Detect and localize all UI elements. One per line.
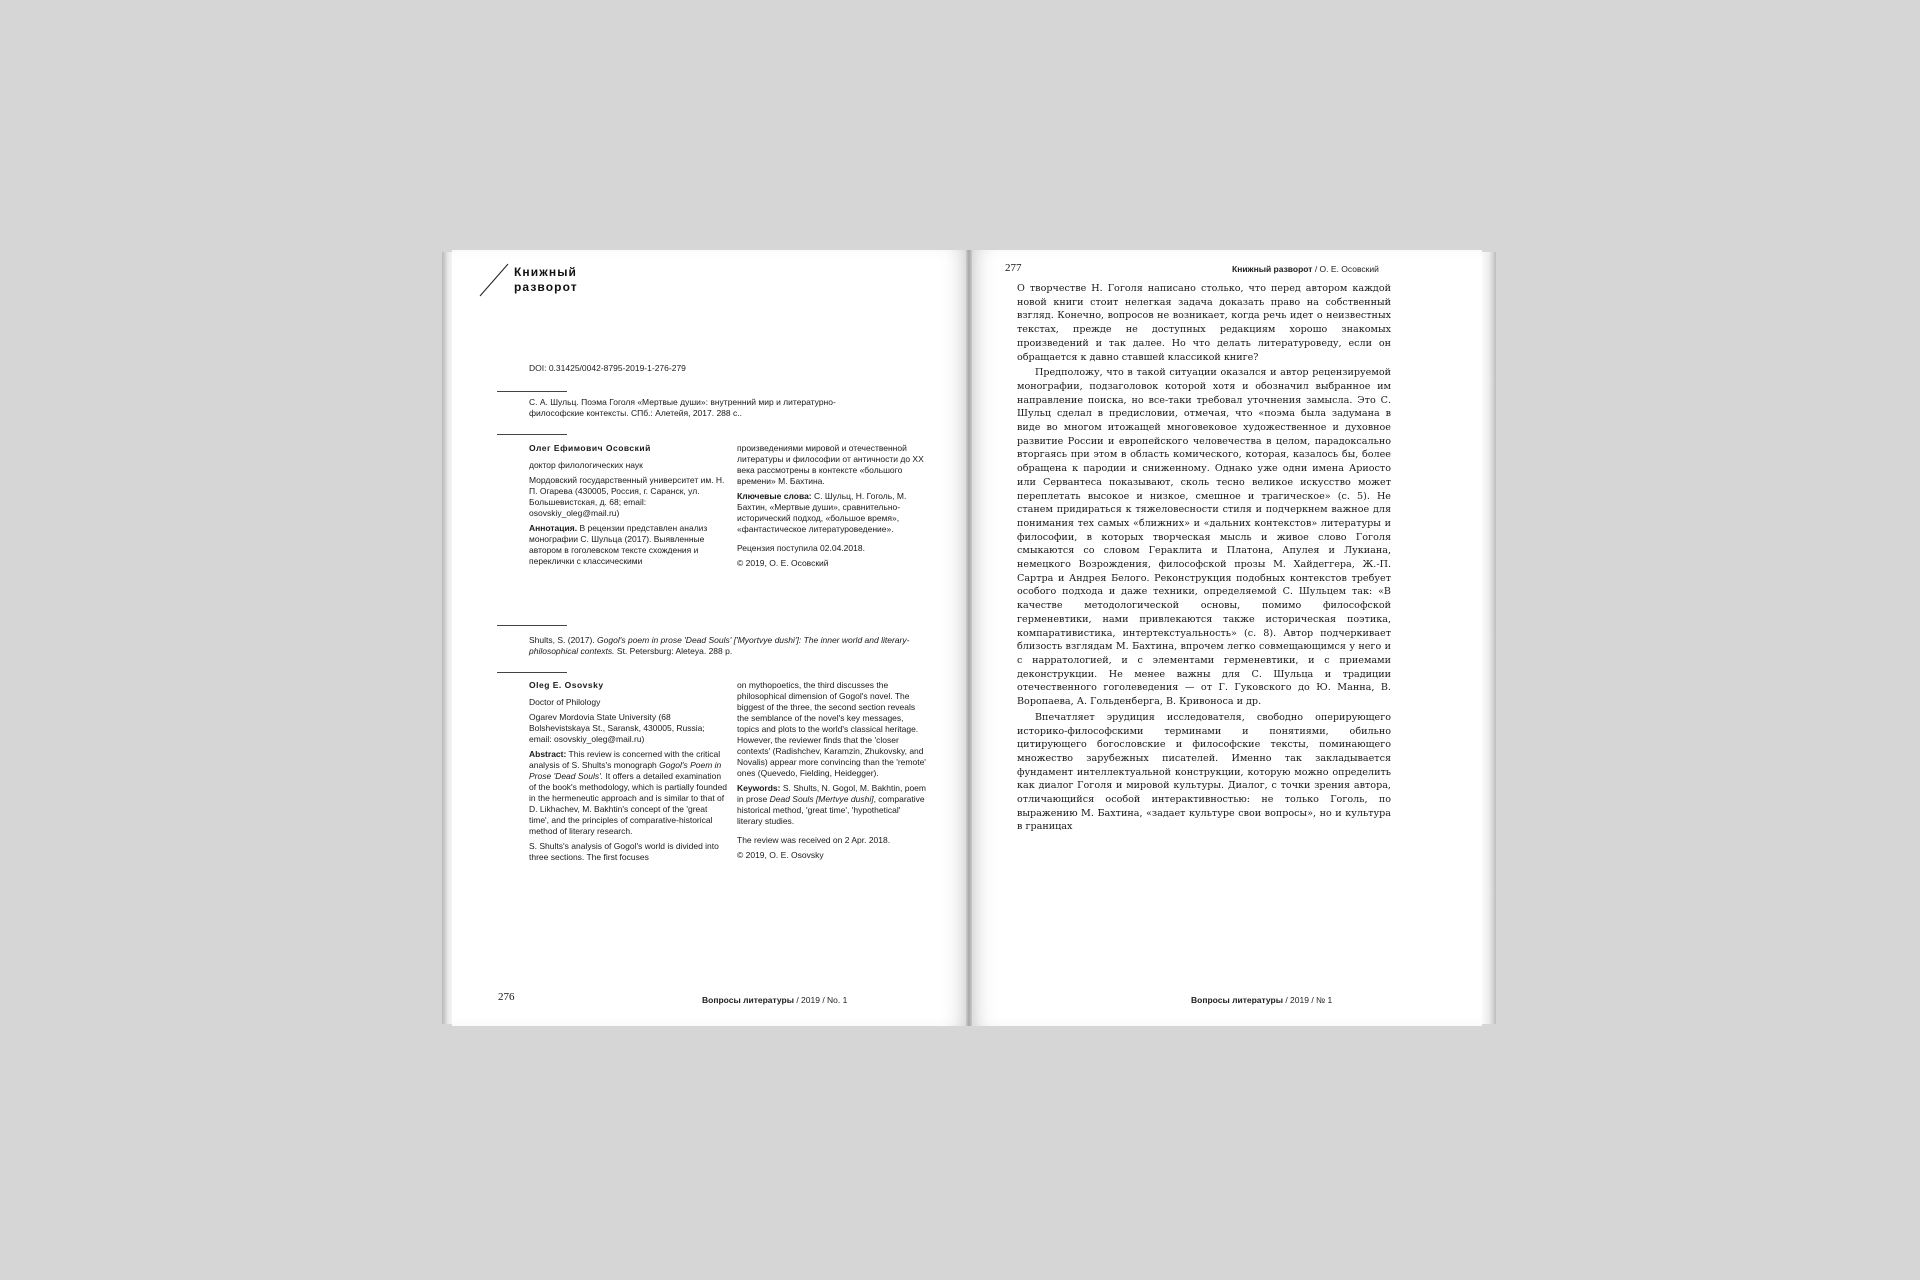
abstract-en-col2 — [737, 680, 927, 865]
received-ru: Рецензия поступила 02.04.2018. — [737, 543, 865, 553]
author-degree-en: Doctor of Philology — [529, 697, 601, 707]
keywords-ru: Ключевые слова: С. Шульц, Н. Гоголь, М. Бахтин, «Мертвые души», сравнительно-исторический подход, «большое время», «фантастическое литературоведение». — [737, 491, 907, 534]
copyright-en: © 2019, O. E. Osovsky — [737, 850, 824, 860]
divider — [497, 625, 567, 626]
author-name-ru: Олег Ефимович Осовский — [529, 443, 651, 453]
abstract-en-col1 — [529, 680, 729, 867]
footer-journal-left: Вопросы литературы / 2019 / No. 1 — [702, 995, 848, 1005]
doi: DOI: 0.31425/0042-8795-2019-1-276-279 — [529, 363, 686, 373]
bibliography-en: Shults, S. (2017). Gogol's poem in prose 'Dead Souls' ['Myortvye dushi']: The inner world and literary-philosophical contexts. St. Petersburg: Aleteya. 288 p. — [529, 635, 910, 656]
abstract-ru-col2 — [737, 443, 927, 573]
abstract-en: Abstract: This review is concerned with the critical analysis of S. Shults's monograph Gogol's Poem in Prose 'Dead Souls'. It offers a detailed examination of the book's methodology, which is partially founded in the hermeneutic approach and is similar to that of D. Likhachev, M. Bakhtin's concept of the 'great time', and the principles of comparative-historical method of literary research. — [529, 749, 728, 836]
open-book — [442, 250, 1496, 1026]
author-affiliation-ru: Мордовский государственный университет им. Н. П. Огарева (430005, Россия, г. Саранск, ул. Большевистская, д. 68; email: osovskiy_oleg@mail.ru) — [529, 475, 725, 518]
keywords-en: Keywords: S. Shults, N. Gogol, M. Bakhtin, poem in prose Dead Souls [Mertvye dushi], comparative historical method, 'great time', 'hypothetical' literary studies. — [737, 783, 926, 826]
author-name-en: Oleg E. Osovsky — [529, 680, 604, 690]
abstract-ru-col1 — [529, 443, 729, 571]
page-number-right: 277 — [1005, 262, 1022, 274]
paragraph: Предположу, что в такой ситуации оказался и автор рецензируемой монографии, подзаголовок которой хотя и обозначил выбранное им направление поиска, но все-таки требовал уточнения замысла. Это С. Шульц сделал в предисловии, отмечая, что «поэма была задумана в виде во многом итожащей многовековое художественное и духовное развитие России и европейского человечества в целом, парадоксально вторгаясь при этом в область комического, которая, казалось бы, более обращена к пародии и сниженному. Однако уже одни имена Ариосто или Сервантеса показывают, сколь тесно великое искусство может переплетать высокое и низкое, смешное и трагическое» (с. 5). Не станем придираться к тяжеловесности стиля и подчеркнем важное для понимания тех самых «ближних» и «дальних контекстов» литературы и философии, в которых творческая мысль и живое слово Гоголя смыкаются со словом Гераклита и Платона, Апулея и Лукиана, немецкого Возрождения, философской прозы М. Хайдеггера, Ж.-П. Сартра и Андрея Белого. Реконструкция подобных контекстов требует особого подхода и даже техники, определяемой С. Шульцем так: «В качестве методологической основы, помимо философской герменевтики, нами привлекаются также историческая поэтика, компаративистика, интертекстуальность» (с. 8). Автор подчеркивает близость взглядам М. Бахтина, впрочем легко совмещающимся у него и с нарратологией, и с элементами герменевтики, и с приемами деконструкции. Не менее важны для С. Шульца и традиции отечественного гоголеведения — от Г. Гуковского до Ю. Манна, В. Воропаева, А. Гольденберга, В. Кривоноса и др. — [1017, 367, 1391, 708]
abstract-en-structure: S. Shults's analysis of Gogol's world is divided into three sections. The first focuses — [529, 841, 719, 862]
header-running: Книжный разворот / О. Е. Осовский — [1232, 264, 1379, 274]
abstract-en-cont: on mythopoetics, the third discusses the philosophical dimension of Gogol's novel. The biggest of the three, the second section reveals the semblance of the novel's key messages, topics and plots to the world's classical heritage. However, the reviewer finds that the 'closer contexts' (Radishchev, Karamzin, Zhukovsky, and Novalis) appear more convincing than the 'remote' ones (Quevedo, Fielding, Heidegger). — [737, 680, 926, 778]
footer-journal-right: Вопросы литературы / 2019 / № 1 — [1191, 995, 1333, 1005]
divider — [497, 391, 567, 392]
divider — [497, 434, 567, 435]
abstract-ru: Аннотация. В рецензии представлен анализ монографии С. Шульца (2017). Выявленные автором в гоголевском тексте схождения и переклички с классическими — [529, 523, 708, 566]
book-spine — [966, 250, 972, 1026]
bibliography-ru: С. А. Шульц. Поэма Гоголя «Мертвые души»: внутренний мир и литературно-философские контексты. СПб.: Алетейя, 2017. 288 с.. — [529, 397, 836, 418]
left-page — [452, 250, 969, 1026]
right-page — [969, 250, 1482, 1026]
abstract-ru-cont: произведениями мировой и отечественной литературы и философии от античности до XX века рассмотрены в контексте «большого времени» М. Бахтина. — [737, 443, 924, 486]
divider — [497, 672, 567, 673]
page-number-left: 276 — [498, 991, 515, 1003]
author-affiliation-en: Ogarev Mordovia State University (68 Bolshevistskaya St., Saransk, 430005, Russia; email: osovskiy_oleg@mail.ru) — [529, 712, 705, 744]
article-body — [1017, 282, 1391, 834]
author-degree-ru: доктор филологических наук — [529, 460, 643, 470]
section-slash-icon — [478, 262, 518, 298]
received-en: The review was received on 2 Apr. 2018. — [737, 835, 891, 845]
copyright-ru: © 2019, О. Е. Осовский — [737, 558, 829, 568]
paragraph: О творчестве Н. Гоголя написано столько, что перед автором каждой новой книги стоит нелегкая задача доказать право на собственный взгляд. Конечно, вопросов не возникает, когда речь идет о неизвестных текстах, прежде не доступных редакциям хорошо знакомых произведений и так далее. Но что делать литературоведу, если он обращается к давно ставшей классикой книге? — [1017, 283, 1391, 363]
paragraph: Впечатляет эрудиция исследователя, свободно оперирующего историко-философскими терминами и понятиями, обильно цитирующего богословские и философские тексты, поминающего множество зарубежных писателей. Именно так закладывается фундамент интеллектуальной конструкции, которую можно определить как диалог Гоголя и мировой культуры. Диалог, с точки зрения автора, отличающийся особой интерактивностью: не только Гоголь, по выражению М. Бахтина, «задает культуре свои вопросы», но и культура в границах — [1017, 711, 1391, 833]
section-title: Книжный разворот — [514, 265, 578, 294]
page-edges-right — [1482, 252, 1496, 1024]
